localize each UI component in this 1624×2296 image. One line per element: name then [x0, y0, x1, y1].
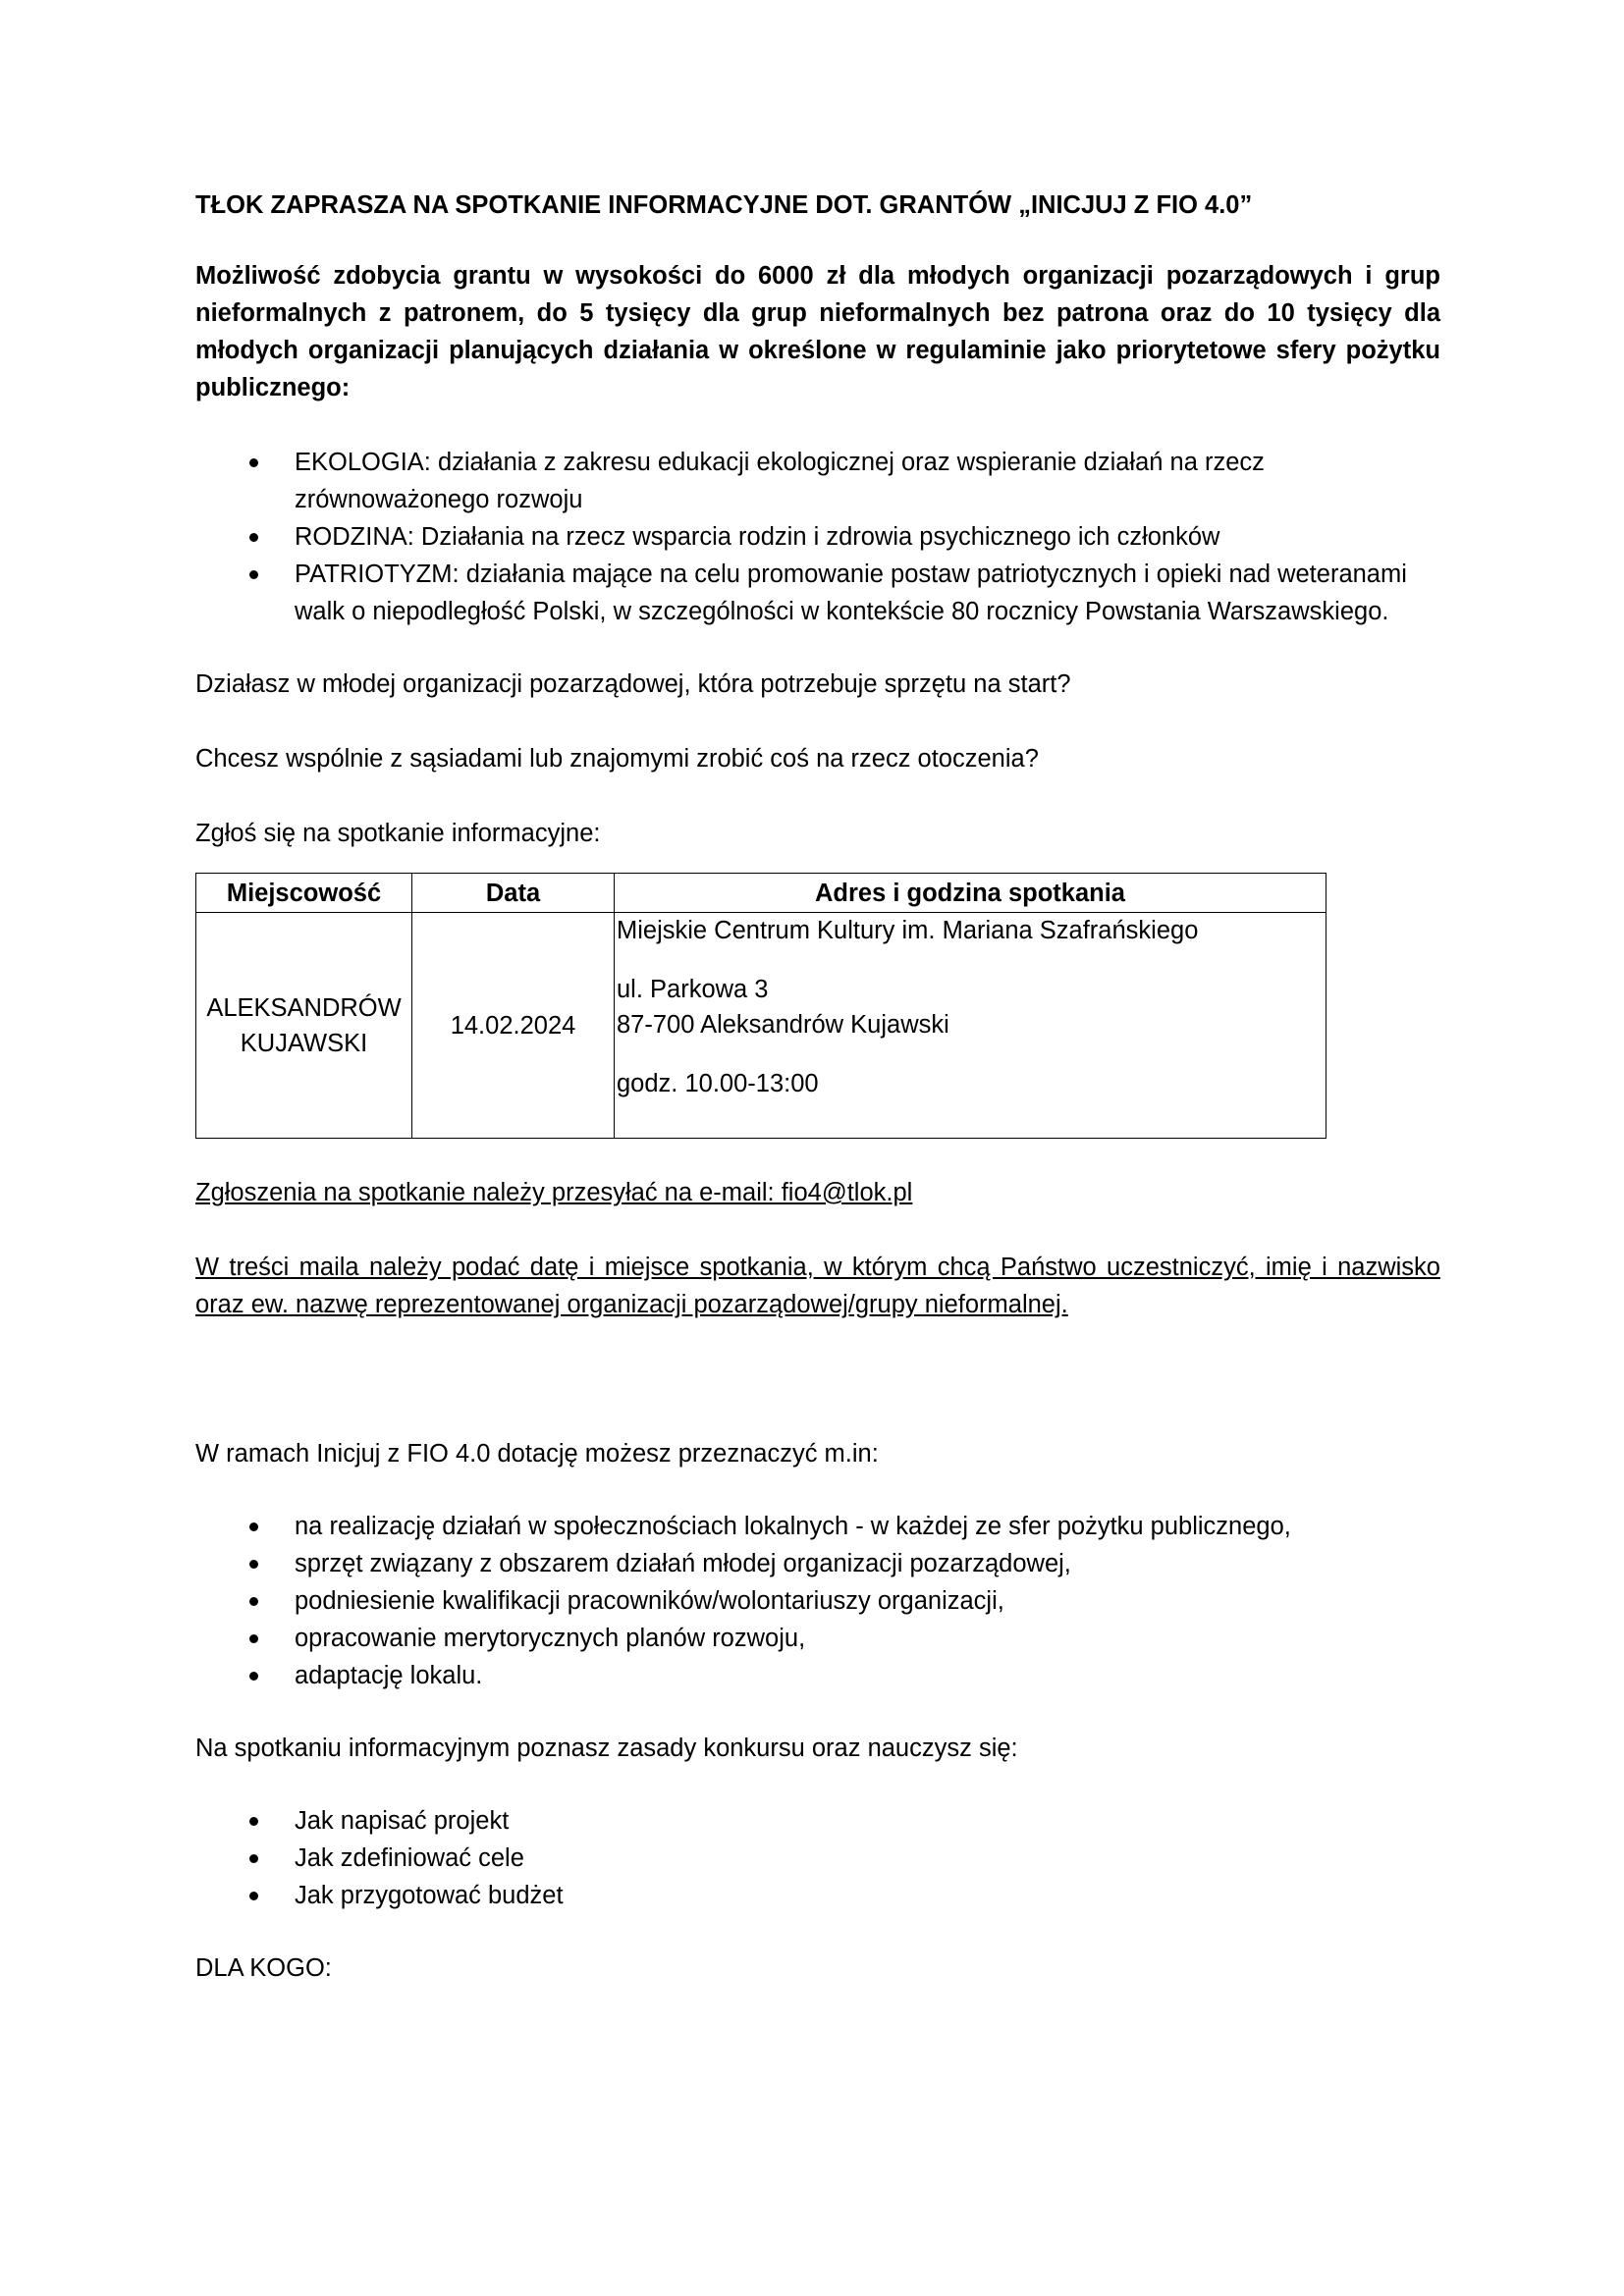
- table-header-row: [196, 874, 1326, 913]
- for-whom-heading: DLA KOGO:: [195, 1954, 332, 1982]
- bullet-icon: [249, 533, 258, 542]
- list-item: opracowanie merytorycznych planów rozwoju,: [195, 1620, 1440, 1657]
- address-cell: [615, 913, 1326, 1139]
- uses-list: [195, 1508, 1440, 1694]
- list-item: Jak przygotować budżet: [195, 1877, 1440, 1914]
- list-item: adaptację lokalu.: [195, 1657, 1440, 1694]
- bullet-icon: [249, 1597, 258, 1606]
- list-item: EKOLOGIA: działania z zakresu edukacji ekologicznej oraz wspieranie działań na rzecz zrównoważonego rozwoju: [195, 444, 1440, 518]
- bullet-icon: [249, 1560, 258, 1569]
- signup-paragraph: Zgłoś się na spotkanie informacyjne:: [195, 820, 601, 847]
- city-line: ALEKSANDRÓW: [206, 993, 402, 1022]
- column-header: Adres i godzina spotkania: [615, 874, 1326, 913]
- uses-intro: W ramach Inicjuj z FIO 4.0 dotację możesz przeznaczyć m.in:: [195, 1440, 879, 1468]
- bullet-icon: [249, 1892, 258, 1900]
- content-note: W treści maila należy podać datę i miejsce spotkania, w którym chcą Państwo uczestniczyć, imię i nazwisko oraz ew. nazwę reprezentowanej organizacji pozarządowej/grupy nieformalnej.: [195, 1254, 1440, 1318]
- question-paragraph: Chcesz wspólnie z sąsiadami lub znajomymi zrobić coś na rzecz otoczenia?: [195, 745, 1039, 773]
- learn-list: [195, 1802, 1440, 1914]
- meeting-table: [195, 873, 1326, 1139]
- document-title: TŁOK ZAPRASZA NA SPOTKANIE INFORMACYJNE DOT. GRANTÓW „INICJUJ Z FIO 4.0”: [195, 191, 1253, 219]
- postal-address: 87-700 Aleksandrów Kujawski: [617, 1011, 949, 1039]
- list-item: na realizację działań w społecznościach lokalnych - w każdej ze sfer pożytku publicznego,: [195, 1508, 1440, 1545]
- learn-intro: Na spotkaniu informacyjnym poznasz zasady konkursu oraz nauczysz się:: [195, 1735, 1018, 1762]
- list-item: PATRIOTYZM: działania mające na celu promowanie postaw patriotycznych i opieki nad weteranami walk o niepodległość Polski, w szczególności w kontekście 80 rocznicy Powstania Warszawskiego.: [195, 556, 1440, 630]
- street-address: ul. Parkowa 3: [617, 976, 769, 1003]
- list-item: podniesienie kwalifikacji pracowników/wolontariuszy organizacji,: [195, 1582, 1440, 1620]
- venue-name: Miejskie Centrum Kultury im. Mariana Szafrańskiego: [617, 917, 1199, 944]
- list-item: Jak zdefiniować cele: [195, 1840, 1440, 1877]
- bullet-icon: [249, 1522, 258, 1531]
- date-cell: 14.02.2024: [412, 913, 615, 1139]
- city-line: KUJAWSKI: [240, 1029, 368, 1057]
- column-header: Miejscowość: [196, 874, 412, 913]
- bullet-icon: [249, 1854, 258, 1863]
- priority-list: [195, 444, 1440, 630]
- table-row: [196, 913, 1326, 1139]
- bullet-icon: [249, 458, 258, 467]
- list-item: sprzęt związany z obszarem działań młodej organizacji pozarządowej,: [195, 1545, 1440, 1582]
- bullet-icon: [249, 570, 258, 579]
- list-item: Jak napisać projekt: [195, 1802, 1440, 1840]
- list-item: RODZINA: Działania na rzecz wsparcia rodzin i zdrowia psychicznego ich członków: [195, 518, 1440, 556]
- intro-paragraph: Możliwość zdobycia grantu w wysokości do 6000 zł dla młodych organizacji pozarządowych i grup nieformalnych z patronem, do 5 tysięcy dla grup nieformalnych bez patrona oraz do 10 tysięcy dla młodych organizacji planujących działania w określone w regulaminie jako priorytetowe sfery pożytku publicznego:: [195, 262, 1440, 401]
- question-paragraph: Działasz w młodej organizacji pozarządowej, która potrzebuje sprzętu na start?: [195, 670, 1071, 698]
- bullet-icon: [249, 1672, 258, 1681]
- bullet-icon: [249, 1634, 258, 1643]
- column-header: Data: [412, 874, 615, 913]
- email-note: Zgłoszenia na spotkanie należy przesyłać na e-mail: fio4@tlok.pl: [195, 1179, 913, 1206]
- meeting-hours: godz. 10.00-13:00: [617, 1070, 819, 1097]
- document-page: [195, 187, 1440, 1987]
- bullet-icon: [249, 1817, 258, 1826]
- city-cell: [196, 913, 412, 1139]
